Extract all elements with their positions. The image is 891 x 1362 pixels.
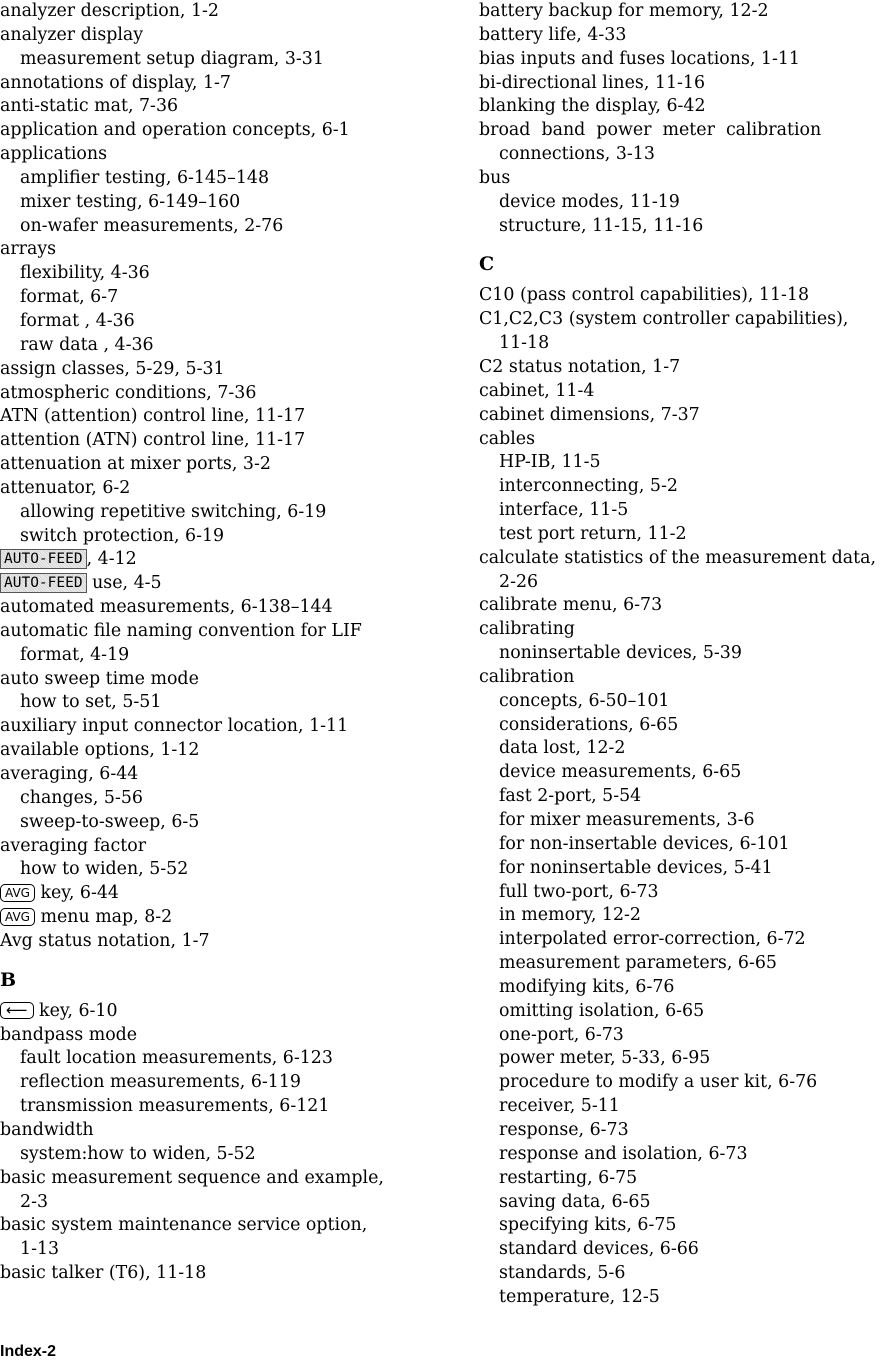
entry-text: structure, 11-15, 11-16 — [499, 215, 704, 236]
entry-text: sweep-to-sweep, 6-5 — [20, 811, 200, 832]
entry-text: for mixer measurements, 3-6 — [499, 810, 755, 830]
entry-text: saving data, 6-65 — [499, 1191, 651, 1212]
index-entry — [479, 119, 891, 167]
index-entry — [0, 358, 430, 382]
index-subentry — [479, 1167, 891, 1191]
index-subentry — [479, 928, 891, 952]
index-subentry — [0, 48, 430, 72]
entry-text: key, 6-10 — [33, 1000, 118, 1021]
index-entry — [0, 930, 430, 954]
entry-text: fault location measurements, 6-123 — [20, 1048, 333, 1069]
entry-text: full two-port, 6-73 — [499, 881, 659, 902]
entry-continuation: format, 4-19 — [20, 644, 130, 665]
index-entry — [0, 143, 430, 167]
entry-text: attenuation at mixer ports, 3-2 — [0, 454, 271, 475]
index-entry — [0, 1262, 430, 1286]
entry-text: basic measurement sequence and example, — [0, 1167, 384, 1188]
entry-text: auxiliary input connector location, 1-11 — [0, 716, 349, 737]
entry-continuation: 2-26 — [499, 571, 539, 592]
entry-text: bi-directional lines, 11-16 — [479, 72, 706, 93]
entry-text: averaging factor — [0, 835, 147, 856]
index-entry — [0, 739, 430, 763]
entry-text: mixer testing, 6-149–160 — [20, 191, 241, 212]
index-subentry — [479, 761, 891, 785]
entry-text: for noninsertable devices, 5-41 — [499, 857, 773, 878]
entry-text: analyzer description, 1-2 — [0, 1, 219, 21]
entry-text: Avg status notation, 1-7 — [0, 930, 210, 951]
entry-text: considerations, 6-65 — [499, 714, 679, 735]
index-subentry — [479, 451, 891, 475]
index-letter-heading: B — [0, 968, 17, 991]
index-entry — [479, 356, 891, 380]
index-entry — [0, 119, 430, 143]
entry-text: cables — [479, 428, 536, 449]
index-subentry — [479, 809, 891, 833]
entry-text: for non-insertable devices, 6-101 — [499, 833, 790, 854]
entry-text: basic system maintenance service option, — [0, 1215, 368, 1236]
index-subentry — [479, 475, 891, 499]
index-entry — [0, 1000, 430, 1024]
index-entry — [479, 308, 891, 356]
index-subentry — [479, 1024, 891, 1048]
index-subentry — [479, 1191, 891, 1215]
entry-text: temperature, 12-5 — [499, 1286, 660, 1307]
entry-text: response and isolation, 6-73 — [499, 1143, 748, 1164]
index-subentry — [479, 737, 891, 761]
entry-text: C2 status notation, 1-7 — [479, 356, 681, 377]
index-subentry — [0, 191, 430, 215]
entry-text: switch protection, 6-19 — [20, 525, 225, 546]
entry-text: analyzer display — [0, 24, 144, 45]
index-entry — [0, 24, 430, 48]
index-entry — [479, 95, 891, 119]
index-entry — [0, 763, 430, 787]
entry-text: annotations of display, 1-7 — [0, 72, 231, 93]
entry-text: assign classes, 5-29, 5-31 — [0, 358, 225, 379]
index-column-right — [479, 0, 891, 1310]
entry-text: use, 4-5 — [86, 573, 162, 594]
entry-continuation: 1-13 — [20, 1239, 60, 1260]
entry-text: calibrating — [479, 619, 575, 640]
entry-text: cabinet, 11-4 — [479, 380, 595, 401]
entry-text: modifying kits, 6-76 — [499, 976, 675, 997]
index-subentry — [479, 952, 891, 976]
entry-text: procedure to modify a user kit, 6-76 — [499, 1072, 818, 1093]
index-entry — [0, 1119, 430, 1143]
entry-text: specifying kits, 6-75 — [499, 1215, 677, 1236]
entry-text: one-port, 6-73 — [499, 1024, 624, 1045]
entry-text: bias inputs and fuses locations, 1-11 — [479, 48, 800, 69]
entry-text: omitting isolation, 6-65 — [499, 1000, 705, 1021]
index-entry — [479, 284, 891, 308]
entry-text: bandpass mode — [0, 1024, 138, 1045]
index-letter-heading: C — [479, 253, 495, 276]
entry-text: anti-static mat, 7-36 — [0, 96, 179, 117]
entry-text: attenuator, 6-2 — [0, 477, 131, 498]
index-entry — [479, 72, 891, 96]
softkey-label: AUTO-FEED — [0, 549, 87, 569]
index-subentry — [479, 833, 891, 857]
index-entry — [0, 715, 430, 739]
entry-text: device measurements, 6-65 — [499, 762, 742, 783]
entry-text: transmission measurements, 6-121 — [20, 1096, 330, 1117]
entry-text: application and operation concepts, 6-1 — [0, 120, 350, 141]
entry-text: interpolated error-correction, 6-72 — [499, 929, 806, 950]
entry-text: changes, 5-56 — [20, 787, 143, 808]
index-subentry — [479, 1071, 891, 1095]
entry-text: how to set, 5-51 — [20, 692, 162, 713]
entry-text: test port return, 11-2 — [499, 523, 687, 544]
index-entry — [479, 24, 891, 48]
entry-text: auto sweep time mode — [0, 668, 199, 689]
entry-text: in memory, 12-2 — [499, 905, 641, 926]
index-subentry — [0, 1095, 430, 1119]
entry-text: allowing repetitive switching, 6-19 — [20, 501, 327, 522]
index-entry — [479, 48, 891, 72]
entry-text: data lost, 12-2 — [499, 738, 626, 759]
entry-text: averaging, 6-44 — [0, 764, 139, 784]
index-subentry — [0, 262, 430, 286]
index-entry — [479, 404, 891, 428]
index-subentry — [479, 1214, 891, 1238]
index-entry — [0, 835, 430, 859]
entry-text: ATN (attention) control line, 11-17 — [0, 406, 306, 427]
index-subentry — [0, 691, 430, 715]
entry-text: available options, 1-12 — [0, 740, 200, 761]
index-subentry — [479, 523, 891, 547]
index-subentry — [0, 858, 430, 882]
entry-text: menu map, 8-2 — [34, 907, 173, 928]
index-subentry — [0, 811, 430, 835]
page-number: Index-2 — [0, 1343, 57, 1360]
index-entry — [0, 429, 430, 453]
index-subentry — [0, 167, 430, 191]
index-subentry — [479, 215, 891, 239]
index-subentry — [479, 1095, 891, 1119]
index-entry — [0, 1024, 430, 1048]
index-entry — [0, 668, 430, 692]
index-entry — [0, 572, 430, 596]
entry-text: noninsertable devices, 5-39 — [499, 643, 742, 664]
backspace-key-icon: ⟵ — [0, 1002, 34, 1019]
index-entry — [0, 906, 430, 930]
entry-text: format, 6-7 — [20, 287, 119, 308]
entry-text: system:how to widen, 5-52 — [20, 1143, 256, 1164]
index-subentry — [479, 191, 891, 215]
index-subentry — [479, 642, 891, 666]
entry-text: HP-IB, 11-5 — [499, 452, 601, 473]
index-subentry — [479, 1143, 891, 1167]
index-entry — [0, 0, 430, 24]
entry-text: battery life, 4-33 — [479, 24, 627, 45]
entry-text: format , 4-36 — [20, 310, 135, 331]
index-subentry — [0, 1047, 430, 1071]
entry-text: automatic file naming convention for LIF — [0, 620, 362, 641]
entry-text: standards, 5-6 — [499, 1263, 626, 1284]
index-subentry — [0, 787, 430, 811]
index-entry — [0, 548, 430, 572]
index-entry — [0, 477, 430, 501]
entry-text: arrays — [0, 239, 57, 260]
entry-text: power meter, 5-33, 6-95 — [499, 1048, 711, 1069]
entry-text: C10 (pass control capabilities), 11-18 — [479, 285, 810, 306]
index-entry — [479, 618, 891, 642]
index-column-left — [0, 0, 430, 1286]
entry-continuation: connections, 3-13 — [499, 144, 655, 165]
index-entry — [0, 95, 430, 119]
index-subentry — [479, 1286, 891, 1310]
front-panel-key: AVG — [0, 884, 35, 902]
entry-text: how to widen, 5-52 — [20, 859, 189, 880]
index-entry — [479, 666, 891, 690]
entry-text: atmospheric conditions, 7-36 — [0, 382, 257, 403]
index-subentry — [0, 286, 430, 310]
entry-continuation: 2-3 — [20, 1191, 49, 1212]
index-entry — [479, 0, 891, 24]
index-subentry — [479, 881, 891, 905]
entry-text: calculate statistics of the measurement data, — [479, 547, 877, 568]
index-subentry — [479, 1238, 891, 1262]
entry-text: bus — [479, 167, 511, 188]
index-entry — [0, 238, 430, 262]
entry-text: basic talker (T6), 11-18 — [0, 1263, 207, 1284]
entry-text: amplifier testing, 6-145–148 — [20, 167, 270, 188]
entry-text: blanking the display, 6-42 — [479, 96, 706, 117]
entry-text: fast 2-port, 5-54 — [499, 786, 642, 807]
entry-text: device modes, 11-19 — [499, 191, 680, 212]
entry-text: automated measurements, 6-138–144 — [0, 597, 333, 618]
index-entry — [479, 380, 891, 404]
entry-text: measurement setup diagram, 3-31 — [20, 48, 324, 69]
index-subentry — [479, 714, 891, 738]
index-entry — [0, 72, 430, 96]
entry-text: attention (ATN) control line, 11-17 — [0, 430, 306, 451]
entry-text: calibration — [479, 666, 575, 687]
index-entry — [0, 596, 430, 620]
entry-text: , 4-12 — [86, 549, 137, 570]
index-subentry — [479, 976, 891, 1000]
entry-text: response, 6-73 — [499, 1119, 629, 1140]
entry-text: standard devices, 6-66 — [499, 1239, 699, 1260]
entry-text: applications — [0, 144, 108, 165]
index-entry — [479, 594, 891, 618]
index-subentry — [479, 785, 891, 809]
index-subentry — [479, 499, 891, 523]
entry-text: C1,C2,C3 (system controller capabilities), — [479, 309, 849, 330]
entry-text: flexibility, 4-36 — [20, 263, 150, 284]
entry-text: bandwidth — [0, 1119, 94, 1140]
index-entry — [0, 1167, 430, 1215]
entry-text: reflection measurements, 6-119 — [20, 1072, 301, 1093]
index-entry — [479, 428, 891, 452]
entry-text: concepts, 6-50–101 — [499, 690, 670, 711]
index-subentry — [0, 334, 430, 358]
index-entry — [0, 1214, 430, 1262]
index-subentry — [0, 1071, 430, 1095]
index-subentry — [0, 310, 430, 334]
index-subentry — [0, 215, 430, 239]
index-subentry — [479, 857, 891, 881]
index-entry — [0, 453, 430, 477]
entry-text: calibrate menu, 6-73 — [479, 595, 663, 616]
index-entry — [0, 882, 430, 906]
index-entry — [479, 547, 891, 595]
entry-continuation: 11-18 — [499, 333, 550, 354]
entry-text: raw data , 4-36 — [20, 334, 154, 355]
index-subentry — [479, 1000, 891, 1024]
front-panel-key: AVG — [0, 908, 35, 926]
index-subentry — [479, 1047, 891, 1071]
entry-text: broad band power meter calibration — [479, 120, 822, 141]
index-subentry — [0, 525, 430, 549]
index-subentry — [479, 904, 891, 928]
softkey-label: AUTO-FEED — [0, 573, 87, 593]
index-subentry — [479, 1262, 891, 1286]
index-entry — [0, 620, 430, 668]
entry-text: key, 6-44 — [34, 883, 119, 904]
entry-text: interconnecting, 5-2 — [499, 476, 678, 497]
index-subentry — [479, 1119, 891, 1143]
entry-text: measurement parameters, 6-65 — [499, 953, 777, 974]
entry-text: cabinet dimensions, 7-37 — [479, 404, 700, 425]
entry-text: restarting, 6-75 — [499, 1167, 638, 1188]
index-entry — [479, 167, 891, 191]
index-subentry — [0, 501, 430, 525]
entry-text: interface, 11-5 — [499, 500, 629, 521]
entry-text: on-wafer measurements, 2-76 — [20, 215, 284, 236]
entry-text: battery backup for memory, 12-2 — [479, 1, 769, 21]
entry-text: receiver, 5-11 — [499, 1096, 620, 1117]
index-subentry — [479, 690, 891, 714]
index-entry — [0, 382, 430, 406]
index-entry — [0, 405, 430, 429]
index-subentry — [0, 1143, 430, 1167]
